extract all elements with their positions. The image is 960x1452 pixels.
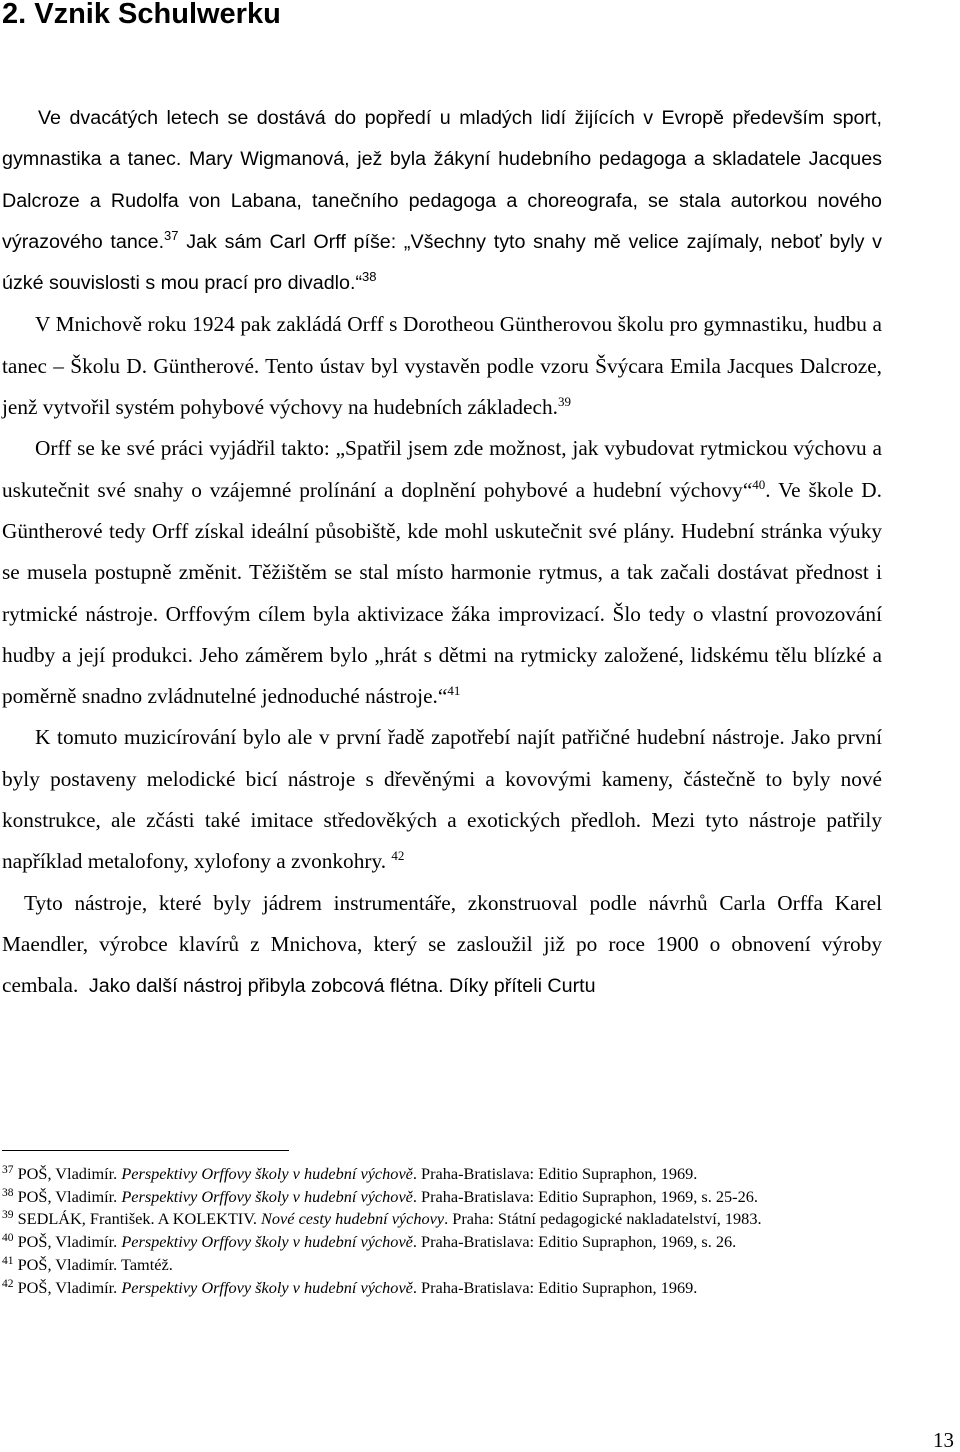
footnote-ref-39[interactable]: 39 bbox=[557, 394, 571, 410]
footnote-title: Perspektivy Orffovy školy v hudební výchově bbox=[121, 1232, 413, 1252]
paragraph-2-text-a: V Mnichově roku 1924 pak zakládá Orff s Dorotheou Güntherovou školu pro gymnastiku, hudbu a tanec – Školu D. Güntherové. Tento ústav byl vystavěn podle vzoru Švýcara Emila Jacques Dalcroze, jenž vytvořil systém pohybové výchovy na hudebních základech. bbox=[2, 312, 882, 420]
paragraph-4 bbox=[2, 717, 882, 882]
footnote-publisher: . Praha-Bratislava: Editio Supraphon, 1969. bbox=[412, 1164, 698, 1183]
footnote-title: Nové cesty hudební výchovy bbox=[261, 1209, 445, 1229]
footnote-author: POŠ, Vladimír. bbox=[17, 1164, 118, 1183]
footnote-separator bbox=[2, 1150, 289, 1151]
footnote-publisher: . Praha: Státní pedagogické nakladatelství, 1983. bbox=[444, 1209, 762, 1229]
footnote-publisher: . Praha-Bratislava: Editio Supraphon, 1969, s. 25-26. bbox=[412, 1186, 758, 1206]
footnote-author: SEDLÁK, František. A KOLEKTIV. bbox=[17, 1209, 257, 1229]
footnote-41 bbox=[2, 1254, 882, 1277]
footnote-number: 37 bbox=[2, 1164, 14, 1176]
paragraph-3-text-b: . Ve škole D. Güntherové tedy Orff získal ideální působiště, kde mohl uskutečnit své plány. Hudební stránka výuky se musela postupně změnit. Těžištěm se stal místo harmonie rytmus, a tak začali dostávat přednost i rytmické nástroje. Orffovým cílem byla aktivizace žáka improvizací. Šlo tedy o vlastní provozování hudby a její produkci. Jeho záměrem bylo „hrát s dětmi na rytmicky založené, lidskému tělu blízké a poměrně snadno zvládnutelné jednoduché nástroje.“ bbox=[2, 477, 882, 709]
page-number: 13 bbox=[933, 1428, 954, 1452]
footnote-title: Perspektivy Orffovy školy v hudební výchově bbox=[121, 1164, 413, 1183]
footnote-number: 41 bbox=[2, 1254, 14, 1267]
footnote-40 bbox=[2, 1231, 882, 1254]
footnote-author: POŠ, Vladimír. bbox=[17, 1232, 118, 1252]
footnote-publisher: . Praha-Bratislava: Editio Supraphon, 1969, s. 26. bbox=[412, 1232, 737, 1252]
footnote-ref-37[interactable]: 37 bbox=[164, 227, 179, 243]
footnote-number: 42 bbox=[2, 1277, 14, 1290]
footnote-ref-42[interactable]: 42 bbox=[391, 848, 405, 864]
footnotes bbox=[2, 1163, 882, 1299]
footnote-ref-40[interactable]: 40 bbox=[752, 476, 766, 492]
paragraph-3 bbox=[2, 428, 882, 717]
footnote-number: 39 bbox=[2, 1209, 14, 1222]
paragraph-5-text-b: Jako další nástroj přibyla zobcová flétna. Díky příteli Curtu bbox=[88, 975, 596, 998]
footnote-42 bbox=[2, 1277, 882, 1300]
footnote-38 bbox=[2, 1186, 882, 1209]
paragraph-5-text-a: Tyto nástroje, které byly jádrem instrumentáře, zkonstruoval podle návrhů Carla Orffa Karel Maendler, výrobce klavírů z Mnichova, který se zasloužil již po roce 1900 o obnovení výroby cembala. bbox=[2, 890, 882, 998]
footnote-39 bbox=[2, 1208, 882, 1231]
footnote-ref-38[interactable]: 38 bbox=[362, 269, 377, 285]
paragraph-1 bbox=[2, 98, 882, 304]
paragraph-5 bbox=[2, 883, 882, 1008]
footnote-number: 38 bbox=[2, 1186, 14, 1199]
footnote-title: Perspektivy Orffovy školy v hudební výchově bbox=[121, 1186, 413, 1206]
footnote-number: 40 bbox=[2, 1232, 14, 1245]
chapter-heading: 2. Vznik Schulwerku bbox=[2, 0, 281, 30]
paragraph-3-text-a: Orff se ke své práci vyjádřil takto: „Spatřil jsem zde možnost, jak vybudovat rytmickou výchovu a uskutečnit své snahy o vzájemné prolínání a doplnění pohybové a hudební výchovy“ bbox=[2, 436, 882, 502]
paragraph-1-text-b: Jak sám Carl Orff píše: „Všechny tyto snahy mě velice zajímaly, neboť byly v úzké souvislosti s mou prací pro divadlo.“ bbox=[2, 230, 882, 295]
footnote-author: POŠ, Vladimír. Tamtéž. bbox=[17, 1254, 173, 1274]
paragraph-2 bbox=[2, 304, 882, 428]
paragraph-4-text-a: K tomuto muzicírování bylo ale v první řadě zapotřebí najít patřičné hudební nástroje. Jako první byly postaveny melodické bicí nástroje s dřevěnými a kovovými kameny, částečně to byly nové konstrukce, ale zčásti také imitace středověkých a exotických předloh. Mezi tyto nástroje patřily například metalofony, xylofony a zvonkohry. bbox=[2, 725, 882, 874]
footnote-author: POŠ, Vladimír. bbox=[17, 1277, 118, 1297]
footnote-publisher: . Praha-Bratislava: Editio Supraphon, 1969. bbox=[412, 1277, 698, 1297]
footnote-37 bbox=[2, 1163, 882, 1186]
body-text bbox=[2, 98, 882, 1008]
paragraph-1-text-a: Ve dvacátých letech se dostává do popředí u mladých lidí žijících v Evropě především sport, gymnastika a tanec. Mary Wigmanová, jež byla žákyní hudebního pedagoga a skladatele Jacques Dalcroze a Rudolfa von Labana, tanečního pedagoga a choreografa, se stala autorkou nového výrazového tance. bbox=[2, 107, 882, 253]
footnote-author: POŠ, Vladimír. bbox=[17, 1186, 118, 1206]
footnote-title: Perspektivy Orffovy školy v hudební výchově bbox=[121, 1277, 413, 1297]
footnote-ref-41[interactable]: 41 bbox=[447, 683, 461, 699]
